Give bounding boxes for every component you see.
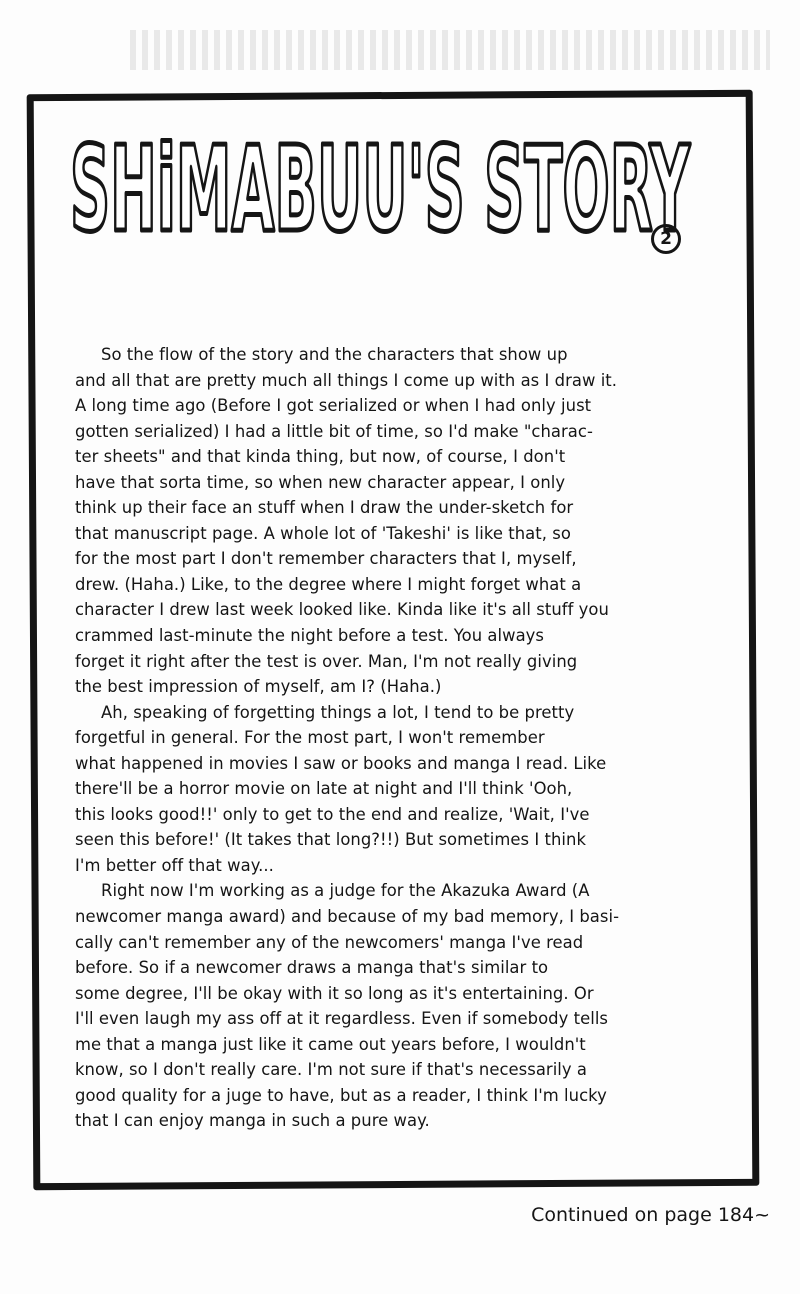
column-body <box>75 342 735 1134</box>
text-line: before. So if a newcomer draws a manga that's similar to <box>75 958 549 978</box>
text-line: So the flow of the story and the characters that show up <box>101 345 568 364</box>
text-line: A long time ago (Before I got serialized or when I had only just <box>75 396 592 416</box>
text-line: forget it right after the test is over. Man, I'm not really giving <box>75 651 578 671</box>
column-title-text: SHiMABUU'S STORY <box>70 120 691 258</box>
text-line: that I can enjoy manga in such a pure way. <box>75 1111 430 1131</box>
text-line: the best impression of myself, am I? (Haha.) <box>75 677 442 697</box>
text-line: I'm better off that way... <box>75 855 274 875</box>
bleed-through-texture <box>130 30 770 70</box>
column-title-lettering <box>60 108 700 258</box>
text-line: and all that are pretty much all things I come up with as I draw it. <box>75 370 618 390</box>
text-line: crammed last-minute the night before a test. You always <box>75 626 545 646</box>
text-line: think up their face an stuff when I draw the under-sketch for <box>75 498 574 518</box>
text-line: ter sheets" and that kinda thing, but now, of course, I don't <box>75 447 566 467</box>
text-line: newcomer manga award) and because of my bad memory, I basi- <box>75 907 620 927</box>
text-line: good quality for a juge to have, but as a reader, I think I'm lucky <box>75 1085 607 1105</box>
text-line: Right now I'm working as a judge for the Akazuka Award (A <box>101 881 590 901</box>
text-line: I'll even laugh my ass off at it regardless. Even if somebody tells <box>75 1009 609 1029</box>
paragraph-1 <box>75 342 735 700</box>
text-line: have that sorta time, so when new character appear, I only <box>75 472 566 492</box>
text-line: this looks good!!' only to get to the end and realize, 'Wait, I've <box>75 804 590 824</box>
text-line: cally can't remember any of the newcomers' manga I've read <box>75 932 584 952</box>
paragraph-2 <box>75 700 735 879</box>
text-line: for the most part I don't remember characters that I, myself, <box>75 549 577 569</box>
text-line: gotten serialized) I had a little bit of time, so I'd make "charac- <box>75 421 593 441</box>
text-line: what happened in movies I saw or books and manga I read. Like <box>75 753 607 773</box>
text-line: know, so I don't really care. I'm not sure if that's necessarily a <box>75 1060 588 1080</box>
text-line: drew. (Haha.) Like, to the degree where I might forget what a <box>75 574 582 594</box>
text-line: there'll be a horror movie on late at night and I'll think 'Ooh, <box>75 779 573 799</box>
column-title <box>60 108 700 258</box>
text-line: character I drew last week looked like. Kinda like it's all stuff you <box>75 600 609 620</box>
paragraph-3 <box>75 878 735 1133</box>
text-line: that manuscript page. A whole lot of 'Takeshi' is like that, so <box>75 523 571 543</box>
chapter-number-badge: 2 <box>651 224 681 254</box>
text-line: seen this before!' (It takes that long?!!) But sometimes I think <box>75 830 587 850</box>
continued-on-page-note: Continued on page 184~ <box>531 1204 770 1226</box>
text-line: some degree, I'll be okay with it so long as it's entertaining. Or <box>75 983 594 1003</box>
text-line: Ah, speaking of forgetting things a lot, I tend to be pretty <box>101 702 575 722</box>
text-line: me that a manga just like it came out years before, I wouldn't <box>75 1034 586 1054</box>
text-line: forgetful in general. For the most part, I won't remember <box>75 728 545 748</box>
